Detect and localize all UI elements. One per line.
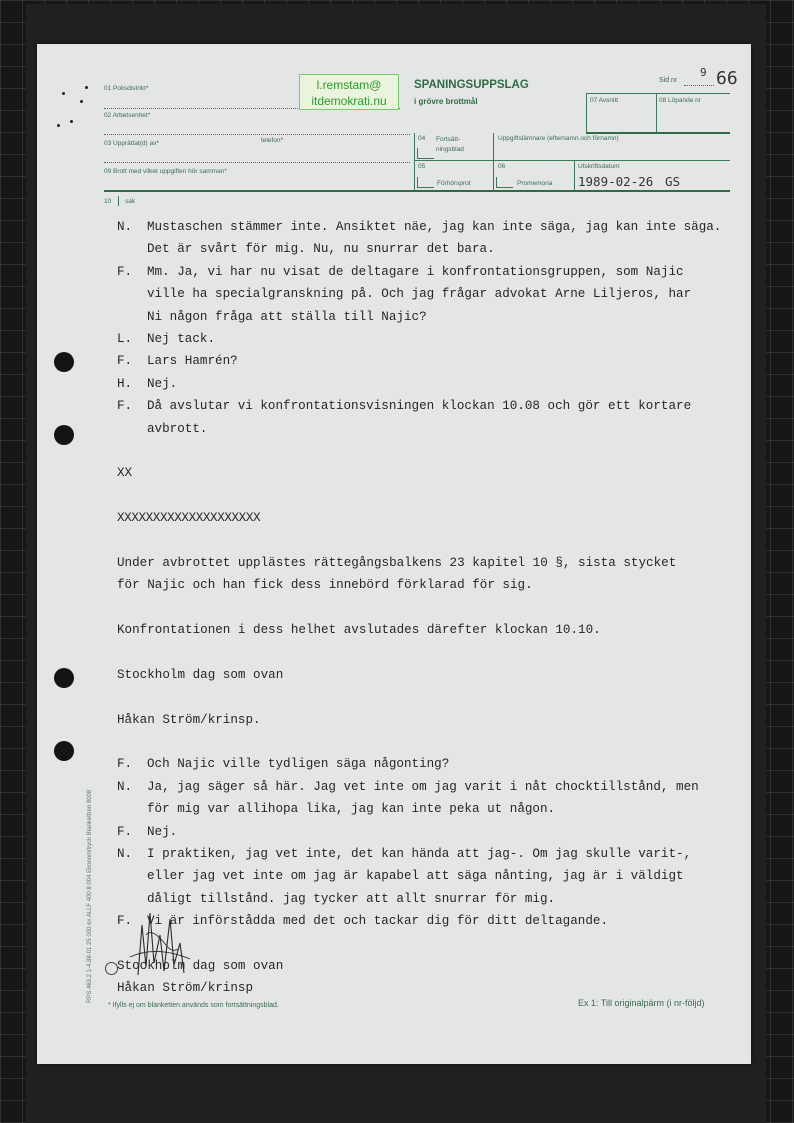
footer-copy: Ex 1: Till originalpärm (i nr-följd) [578,998,705,1008]
line-text: Nej tack. [147,331,216,346]
signature [120,905,200,980]
line-text: Det är svårt för mig. Nu, nu snurrar det bara. [147,242,495,257]
transcript-line [117,507,727,529]
line-text: Nej. [147,824,178,839]
transcript-line [117,216,727,238]
form-title: SPANINGSUPPSLAG [414,79,529,91]
punch-hole [54,668,74,688]
line-text: för Najic och han fick dess innebörd förklarad för sig. [117,578,533,593]
speaker-label: H. [117,376,133,391]
transcript-line [117,619,727,641]
transcript-body [117,216,727,1000]
transcript-line [117,306,727,328]
label-fortsattning-1: Fortsätt- [436,136,461,143]
line-text: Håkan Ström/krinsp [117,981,254,996]
line-text: avbrott. [147,421,208,436]
label-arbetsenhet: 02 Arbetsenhet* [104,112,151,119]
speaker-label: L. [117,331,133,346]
circle-mark [105,962,118,975]
transcript-line [117,888,727,910]
label-utskriftsdatum: Utskriftsdatum [578,163,620,170]
stamp-line-1: l.remstam@ [316,78,382,92]
transcript-line [117,597,727,619]
line-text: Och Najic ville tydligen säga någonting? [147,757,450,772]
line-text: Ja, jag säger så här. Jag vet inte om jag varit i nåt chocktillstånd, men [147,779,699,794]
punch-hole [54,741,74,761]
transcript-line [117,933,727,955]
side-print: RPS 463.2 1-4.88-01 25 000 ex ALLF 400 8 004 Ekonomitryck Blankettren 8008 [87,789,93,1003]
footer-note: * Ifylls ej om blanketten används som fortsättningsblad. [108,1002,279,1009]
line-text: Lars Hamrén? [147,354,238,369]
line-text: I praktiken, jag vet inte, det kan hända att jag-. Om jag skulle varit-, [147,846,692,861]
speaker-label: F. [117,824,133,839]
transcript-line [117,261,727,283]
transcript-line [117,641,727,663]
checkbox-promemoria [496,177,513,188]
transcript-line [117,686,727,708]
transcript-line [117,821,727,843]
label-forhorsprot-num: 05 [418,163,426,170]
speaker-label: F. [117,914,133,929]
stamp-line-2: itdemokrati.nu [311,94,387,108]
transcript-line [117,440,727,462]
transcript-line [117,328,727,350]
transcript-line [117,731,727,753]
transcript-line [117,709,727,731]
punch-hole [54,425,74,445]
label-telefon: telefon* [261,137,284,144]
sid-superscript: 9 [700,66,707,79]
speaker-label: N. [117,220,133,234]
line-text: Ni någon fråga att ställa till Najic? [147,309,427,324]
label-forhorsprot: Förhörsprot [437,180,471,187]
line-text: Vi är införstådda med det och tackar dig för ditt deltagande. [147,914,609,929]
speaker-label: N. [117,779,133,794]
transcript-line [117,977,727,999]
label-fortsattning-num: 04 [418,135,426,142]
label-uppgiftslamnare: Uppgiftslämnare (efternamn och förnamn) [498,135,619,142]
line-text: Nej. [147,376,178,391]
label-upprattad: 03 Upprättat(d) av* [104,140,159,147]
transcript-line [117,574,727,596]
label-promemoria-num: 06 [498,163,506,170]
print-initials: GS [665,174,681,189]
line-text: Mm. Ja, vi har nu visat de deltagare i konfrontationsgruppen, som Najic [147,264,684,279]
transcript-line [117,776,727,798]
transcript-line [117,350,727,372]
line-text: eller jag vet inte om jag är kapabel att säga nånting, jag är i väldigt [147,869,684,884]
sid-value: 66 [716,68,738,89]
transcript-line [117,462,727,484]
punch-hole [54,352,74,372]
speaker-label: F. [117,354,133,369]
speaker-label: N. [117,846,133,861]
transcript-line [117,753,727,775]
email-stamp [299,74,399,110]
transcript-line [117,418,727,440]
transcript-line [117,395,727,417]
speaker-label: F. [117,757,133,772]
line-text: Konfrontationen i dess helhet avslutades därefter klockan 10.10. [117,623,601,638]
label-sak: sak [125,198,136,205]
transcript-line [117,843,727,865]
form-subtitle: i grövre brottmål [414,97,478,106]
label-fortsattning-2: ningsblad [436,146,464,153]
line-text: Mustaschen stämmer inte. Ansiktet näe, jag kan inte säga, jag kan inte säga. [147,220,722,234]
transcript-line [117,552,727,574]
label-avsnitt: 07 Avsnitt [590,97,619,104]
form-rule [104,190,730,192]
label-sak-num: 10 [104,198,112,205]
line-text: Stockholm dag som ovan [117,667,284,682]
transcript-line [117,664,727,686]
struck-heading: XXXXXXXXXXXXXXXXXXXX [117,511,261,526]
transcript-line [117,373,727,395]
checkbox-fortsattning [417,148,434,159]
line-text: Håkan Ström/krinsp. [117,712,261,727]
checkbox-forhorsprot [417,177,434,188]
label-polisdistrikt: 01 Polisdistrikt* [104,85,149,92]
line-text: ville ha specialgranskning på. Och jag frågar advokat Arne Liljeros, har [147,287,692,302]
print-date: 1989-02-26 [578,174,654,189]
label-lopande: 08 Löpande nr [659,97,701,104]
speaker-label: F. [117,264,133,279]
transcript-line [117,865,727,887]
transcript-line [117,955,727,977]
transcript-line [117,529,727,551]
line-text: XX [117,466,133,481]
line-text: Under avbrottet upplästes rättegångsbalkens 23 kapitel 10 §, sista stycket [117,555,677,570]
line-text: Då avslutar vi konfrontationsvisningen klockan 10.08 och gör ett kortare [147,399,692,414]
label-sid-nr: Sid nr [659,77,678,84]
transcript-line [117,283,727,305]
label-brott: 09 Brott med vilket uppgiften hör samman* [104,168,227,175]
transcript-line [117,910,727,932]
speaker-label: F. [117,399,133,414]
line-text: för mig var allihopa lika, jag kan inte peka ut någon. [147,802,556,817]
transcript-line [117,238,727,260]
transcript-line [117,485,727,507]
line-text: dåligt tillstånd. jag tycker att allt snurrar för mig. [147,891,556,906]
line-text: Stockholm dag som ovan [117,958,284,973]
transcript-line [117,798,727,820]
label-promemoria: Promemoria [517,180,553,187]
